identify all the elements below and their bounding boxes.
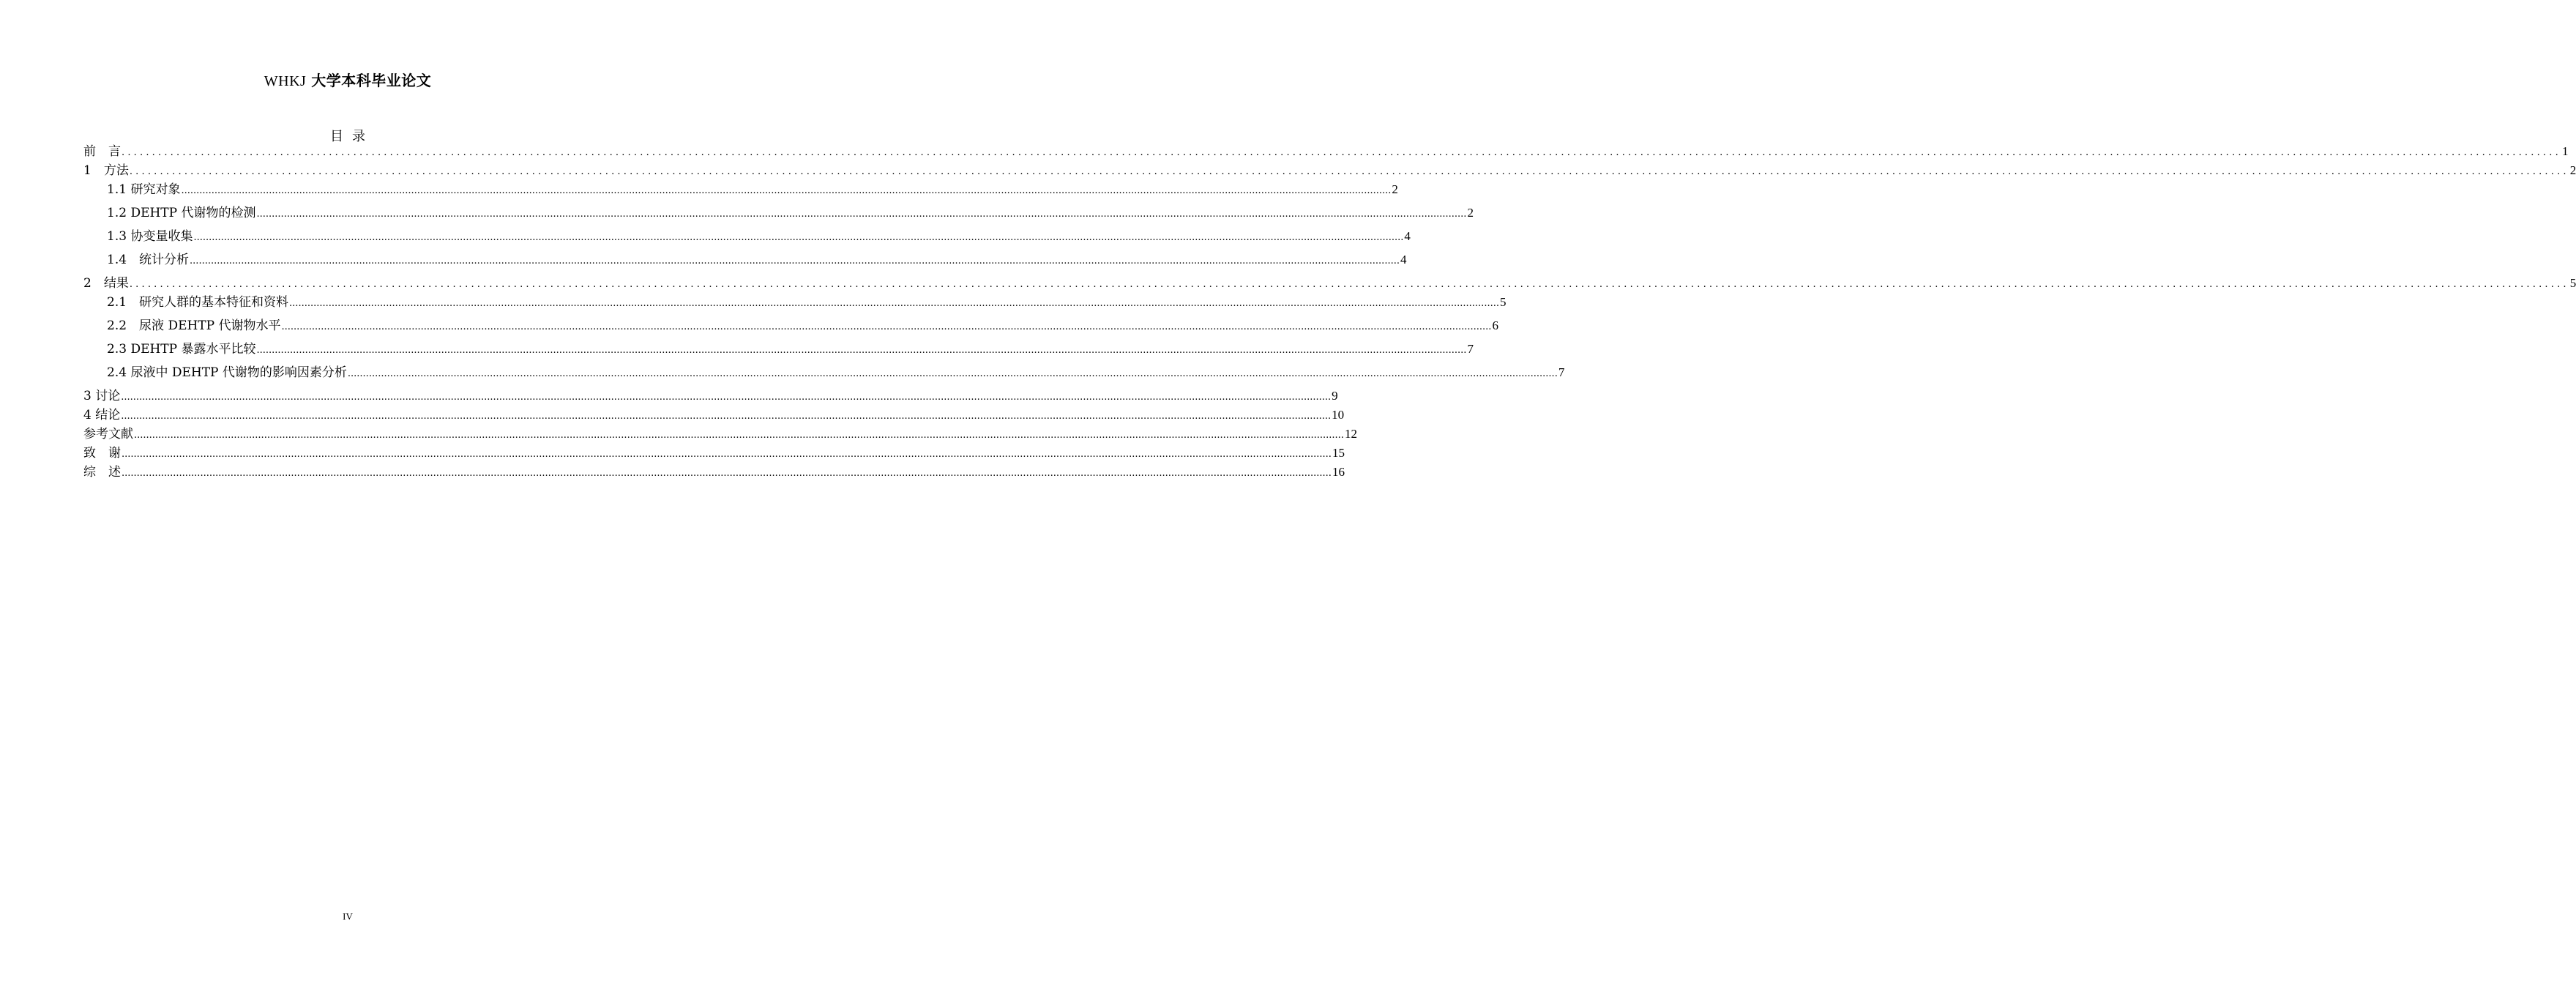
toc-entry-1-3[interactable] — [107, 228, 1411, 246]
dot-leader: ................................................................................................................................................................................................................................................................................................................................................................................................................ — [181, 185, 1392, 196]
toc-entry-review[interactable] — [83, 464, 1345, 482]
dot-leader: ................................................................................................................................................................................................................................................................................................................................................................................................................ — [193, 232, 1404, 243]
dot-leader: ................................................................................................................................................................................................................................................................................................................................................................................................................ — [129, 166, 2569, 177]
toc-entry-label: 2.4 尿液中 DEHTP 代谢物的影响因素分析 — [107, 365, 347, 380]
toc-entry-label: 1.3 协变量收集 — [107, 229, 193, 244]
dot-leader: ................................................................................................................................................................................................................................................................................................................................................................................................................ — [122, 468, 1332, 479]
toc-entry-label: 1.4 统计分析 — [107, 253, 190, 267]
toc-entry-label: 2.3 DEHTP 暴露水平比较 — [107, 342, 256, 357]
toc-entry-label: 3 讨论 — [83, 389, 121, 403]
toc-entry-page: 1 — [2561, 144, 2569, 158]
toc-entry-discussion[interactable] — [83, 388, 1338, 406]
toc-entry-label: 4 结论 — [83, 408, 121, 422]
toc-entry-page: 7 — [1558, 365, 1565, 379]
toc-entry-label: 前 言 — [83, 144, 121, 159]
toc-entry-page: 4 — [1404, 229, 1411, 243]
toc-entry-2-1[interactable] — [107, 294, 1507, 312]
toc-entry-page: 10 — [1332, 408, 1345, 422]
toc-entry-references[interactable] — [83, 426, 1357, 444]
toc-entry-label: 1.1 研究对象 — [107, 182, 181, 197]
toc-entry-2-2[interactable] — [107, 318, 1498, 335]
dot-leader: ................................................................................................................................................................................................................................................................................................................................................................................................................ — [121, 411, 1332, 422]
toc-entry-methods[interactable] — [83, 163, 2576, 180]
header-title-cjk: 大学本科毕业论文 — [311, 72, 432, 89]
toc-entry-acknowledgements[interactable] — [83, 445, 1345, 463]
toc-entry-label: 参考文献 — [83, 427, 133, 441]
page-number-footer: IV — [343, 911, 353, 922]
toc-entry-label: 致 谢 — [83, 446, 121, 461]
dot-leader: ................................................................................................................................................................................................................................................................................................................................................................................................................ — [129, 279, 2569, 290]
toc-entry-page: 16 — [1332, 465, 1345, 479]
toc-entry-page: 2 — [1467, 206, 1474, 220]
toc-entry-1-4[interactable] — [107, 252, 1407, 269]
toc-entry-label: 2.2 尿液 DEHTP 代谢物水平 — [107, 318, 281, 333]
header-title-latin: WHKJ — [264, 73, 307, 89]
dot-leader: ................................................................................................................................................................................................................................................................................................................................................................................................................ — [121, 392, 1332, 403]
toc-heading: 目录 — [330, 129, 374, 144]
toc-entry-2-3[interactable] — [107, 341, 1474, 359]
toc-entry-1-2[interactable] — [107, 205, 1474, 223]
toc-entry-page: 9 — [1332, 389, 1338, 403]
dot-leader: ................................................................................................................................................................................................................................................................................................................................................................................................................ — [190, 256, 1400, 266]
toc-entry-results[interactable] — [83, 275, 2576, 293]
dot-leader: ................................................................................................................................................................................................................................................................................................................................................................................................................ — [122, 147, 2561, 158]
toc-entry-label: 2.1 研究人群的基本特征和资料 — [107, 295, 289, 310]
toc-entry-label: 综 述 — [83, 465, 121, 480]
toc-entry-page: 12 — [1344, 427, 1357, 441]
dot-leader: ................................................................................................................................................................................................................................................................................................................................................................................................................ — [134, 430, 1344, 441]
toc-entry-page: 7 — [1467, 342, 1474, 356]
toc-entry-page: 5 — [2569, 276, 2576, 290]
toc-entry-page: 5 — [1499, 295, 1507, 309]
dot-leader: ................................................................................................................................................................................................................................................................................................................................................................................................................ — [256, 209, 1467, 220]
toc-entry-2-4[interactable] — [107, 365, 1565, 382]
toc-entry-preface[interactable] — [83, 144, 2569, 161]
toc-entry-page: 15 — [1332, 446, 1345, 460]
toc-entry-conclusion[interactable] — [83, 407, 1345, 425]
dot-leader: ................................................................................................................................................................................................................................................................................................................................................................................................................ — [347, 368, 1558, 379]
toc-entry-page: 2 — [1392, 182, 1398, 196]
dot-leader: ................................................................................................................................................................................................................................................................................................................................................................................................................ — [256, 345, 1467, 356]
toc-entry-1-1[interactable] — [107, 182, 1398, 199]
dot-leader: ................................................................................................................................................................................................................................................................................................................................................................................................................ — [122, 449, 1332, 460]
dot-leader: ................................................................................................................................................................................................................................................................................................................................................................................................................ — [281, 321, 1492, 332]
dot-leader: ................................................................................................................................................................................................................................................................................................................................................................................................................ — [289, 298, 1499, 309]
toc-entry-label: 1.2 DEHTP 代谢物的检测 — [107, 206, 256, 220]
toc-entry-page: 6 — [1492, 318, 1498, 332]
document-header-title — [0, 69, 695, 90]
toc-entry-label: 2 结果 — [83, 276, 129, 291]
toc-entry-page: 2 — [2569, 163, 2576, 177]
toc-entry-label: 1 方法 — [83, 163, 129, 178]
toc-entry-page: 4 — [1400, 253, 1407, 266]
